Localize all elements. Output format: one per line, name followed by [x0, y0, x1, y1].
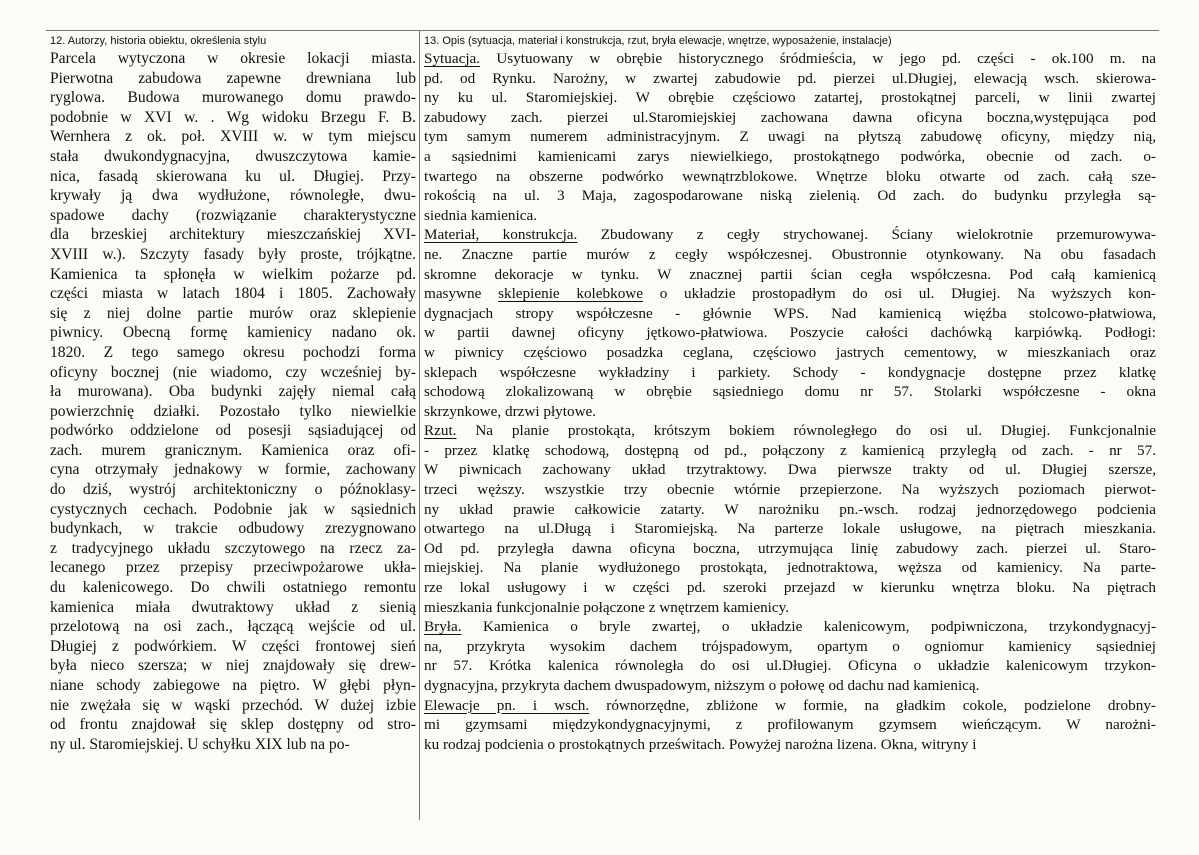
text-line: lecanego przez przepisy przeciwpożarowe ukła- — [50, 559, 416, 577]
text-line — [424, 441, 1156, 461]
text-line: spadowe dachy (rozwiązanie charakterystyczne — [50, 206, 416, 224]
text-line — [424, 69, 1156, 89]
text-line: Pierwotna zabudowa zapewne drewniana lub — [50, 69, 416, 87]
text-line — [424, 402, 1156, 422]
line-text: sklepach współczesne wykładziny i parkiety. Schody - kondygnacje dostępne przez klatkę — [424, 363, 1156, 381]
line-text: dygnacjach stropy współczesne - głównie WPS. Nad kamienicą więźba stolcowo-płatwiowa, — [424, 304, 1156, 322]
line-text: rokością na ul. 3 Maja, zagospodarowane niską zielenią. Od zach. do budynku przyległa są- — [424, 187, 1156, 205]
line-text: a sąsiednimi kamienicami zarys niewielkiego, prostokątnego podwórka, obecnie od zach. o- — [424, 147, 1156, 165]
line-text: schodową zlokalizowaną w obrębie sąsiedniego domu nr 57. Stolarki współczesne - okna — [424, 383, 1156, 401]
left-column-heading: 12. Autorzy, historia obiektu, określenia stylu — [50, 35, 267, 47]
line-text: Kamienica o bryle zwartej, o układzie kalenicowym, podpiwniczona, trzykondygnacyj- — [461, 618, 1156, 636]
text-line — [424, 167, 1156, 187]
text-line: du kalenicowego. Do chwili ostatniego remontu — [50, 579, 416, 597]
text-line — [424, 519, 1156, 539]
text-line — [424, 637, 1156, 657]
line-text: rze lokal usługowy i w części pd. szeroki przejazd w kierunku wnętrza bloku. Na piętrach — [424, 579, 1156, 597]
text-line: do dziś, wystrój architektoniczny o późnoklasy- — [50, 481, 416, 499]
text-line: piwnicy. Obecną formę kamienicy nadano ok. — [50, 324, 416, 342]
text-line — [424, 206, 1156, 226]
text-line — [424, 265, 1156, 285]
column-divider — [419, 30, 420, 820]
text-line: przelotową na osi zach., łączącą wejście od ul. — [50, 618, 416, 636]
text-line: krywały ją dwa wydłużone, równoległe, dwu- — [50, 187, 416, 205]
line-text: mi gzymsami międzykondygnacyjnymi, z profilowanym gzymsem wieńczącym. W narożni- — [424, 716, 1156, 734]
line-text: o układzie prostopadłym do osi ul. Długiej. Na wyższych kon- — [643, 285, 1156, 303]
text-line — [424, 245, 1156, 265]
text-line: podwórko oddzielone od posesji sąsiadującej od — [50, 422, 416, 440]
text-line — [424, 186, 1156, 206]
left-column-text — [50, 49, 416, 754]
section-heading: Materiał, konstrukcja. — [424, 226, 578, 244]
text-line: z tradycyjnego układu szczytowego na rzecz za- — [50, 539, 416, 557]
text-line: powierzchnię działki. Pozostało tylko niewielkie — [50, 402, 416, 420]
line-text: pd. od Rynku. Narożny, w zwartej zabudowie pd. pierzei ul.Długiej, elewacją wsch. skierowa- — [424, 69, 1156, 87]
line-text: w piwnicy częściowo posadzka ceglana, częściowo jastrych cementowy, w mieszkaniach oraz — [424, 343, 1156, 361]
line-text: - przez klatkę schodową, dostępną od pd., połączony z kamienicą przyległą od zach. - nr 57. — [424, 441, 1156, 459]
section-heading: Rzut. — [424, 422, 457, 440]
text-line — [424, 500, 1156, 520]
text-line: Parcela wytyczona w okresie lokacji miasta. — [50, 50, 416, 67]
text-line — [424, 598, 1156, 618]
line-text: nr 57. Krótka kalenica równoległa do osi ul.Długiej. Oficyna o układzie kalenicowym trzykon- — [424, 657, 1156, 675]
text-line: Wernhera z ok. poł. XVIII w. w tym miejscu — [50, 128, 416, 146]
text-line: 1820. Z tego samego okresu pochodzi forma — [50, 343, 416, 361]
text-line: nica, fasadą skierowana ku ul. Długiej. Przy- — [50, 167, 416, 185]
text-line — [424, 343, 1156, 363]
text-line — [424, 656, 1156, 676]
line-text: W piwnicach zachowany układ trzytraktowy. Dwa pierwsze trakty od ul. Długiej szersze, — [424, 461, 1156, 479]
right-column-text — [424, 49, 1156, 754]
text-line — [424, 715, 1156, 735]
text-line — [424, 284, 1156, 304]
text-line — [424, 147, 1156, 167]
text-line: ła murowana). Oba budynki zajęły niemal całą — [50, 383, 416, 401]
text-line — [424, 88, 1156, 108]
text-line — [424, 578, 1156, 598]
line-text: zabudowy zach. pierzei ul.Staromiejskiej zachowana dawna oficyna boczna,występująca pod — [424, 108, 1156, 126]
text-line: kamienica miała dwutraktowy układ z sienią — [50, 598, 416, 616]
text-line: oficyny bocznej (nie wiadomo, czy wcześniej by- — [50, 363, 416, 381]
text-line: dla brzeskiej architektury mieszczańskiej XVI- — [50, 226, 416, 244]
line-text: mieszkania funkcjonalnie połączone z wnętrzem kamienicy. — [424, 598, 790, 616]
left-column — [50, 34, 416, 754]
line-text: skromne dekoracje w tynku. W znacznej partii ścian cegła współczesna. Pod całą kamienicą — [424, 265, 1156, 283]
line-text: otwartego na ul.Długą i Staromiejską. Na parterze lokale usługowe, na piętrach mieszkania. — [424, 520, 1156, 538]
line-text: równorzędne, zbliżone w formie, na gładkim cokole, podzielone drobny- — [589, 696, 1156, 714]
text-line — [424, 460, 1156, 480]
text-line: była nieco szersza; w niej znajdowały się drew- — [50, 657, 416, 675]
text-line — [424, 421, 1156, 441]
text-line: XVIII w.). Szczyty fasady były proste, trójkątne. — [50, 245, 416, 263]
text-line: Długiej z podwórkiem. W części frontowej sień — [50, 637, 416, 655]
text-line: niane schody zabiegowe na piętro. W głębi płyn- — [50, 677, 416, 694]
line-text: dygnacyjna, przykryta dachem dwuspadowym, niższym o połowę od dachu nad kamienicą. — [424, 677, 980, 694]
text-line: cystycznych cechach. Podobnie jak w sąsiednich — [50, 500, 416, 518]
text-line — [424, 480, 1156, 500]
text-line: od frontu znajdował się sklep dostępny od stro- — [50, 716, 416, 734]
text-line — [424, 323, 1156, 343]
text-line: podobnie w XVI w. . Wg widoku Brzegu F. B. — [50, 108, 416, 126]
line-text: Na planie prostokąta, krótszym bokiem równoległego do osi ul. Długiej. Funkcjonalnie — [456, 422, 1156, 440]
text-line — [424, 363, 1156, 383]
line-text: Od pd. przyległa dawna oficyna boczna, utrzymująca linię zabudowy zach. pierzei ul. Staro- — [424, 539, 1156, 557]
line-text: siednia kamienica. — [424, 206, 538, 224]
line-text: ku rodzaj podcienia o prostokątnych prześwitach. Powyżej narożna lizena. Okna, witryny i — [424, 735, 977, 753]
form-top-rule — [46, 30, 1159, 31]
line-text: twartego na obszerne podwórko wewnątrzblokowe. Wnętrze bloku otwarte od zach. całą sze- — [424, 167, 1156, 185]
text-line — [424, 617, 1156, 637]
line-prefix: masywne — [424, 285, 499, 303]
text-line: nie zwężała się w wąski przechód. W dużej izbie — [50, 696, 416, 714]
line-text: ny układ prawie całkowicie zatarty. W narożniku pn.-wsch. rodzaj jednorzędowego podcienia — [424, 500, 1156, 518]
text-line: Kamienica ta spłonęła w wielkim pożarze pd. — [50, 265, 416, 283]
text-line — [424, 108, 1156, 128]
line-text: skrzynkowe, drzwi płytowe. — [424, 402, 597, 420]
line-text: miejskiej. Na planie wydłużonego prostokąta, jednotraktowa, węższa od kamienicy. Na parte- — [424, 559, 1156, 577]
section-heading: sklepienie kolebkowe — [498, 285, 644, 303]
text-line — [424, 127, 1156, 147]
section-heading: Elewacje pn. i wsch. — [424, 696, 590, 714]
line-text: w partii dawnej oficyny jętkowo-płatwiowa. Poszycie całości dachówką karpiówką. Podłogi: — [424, 324, 1156, 342]
text-line — [424, 676, 1156, 696]
text-line — [424, 558, 1156, 578]
text-line: ryglowa. Budowa murowanego domu prawdo- — [50, 89, 416, 107]
section-heading: Bryła. — [424, 618, 462, 636]
text-line: ny ul. Staromiejskiej. U schyłku XIX lub na po- — [50, 735, 350, 753]
line-text: na, przykryta wysokim dachem trójspadowym, opartym o ogniomur kamienicy sąsiedniej — [424, 637, 1156, 655]
text-line — [424, 49, 1156, 69]
text-line — [424, 304, 1156, 324]
section-heading: Sytuacja. — [424, 50, 481, 67]
text-line: zach. murem granicznym. Kamienica oraz ofi- — [50, 441, 416, 459]
line-text: ne. Znaczne partie murów z cegły współczesnej. Obustronnie otynkowany. Na obu fasadach — [424, 245, 1156, 263]
line-text: trzeci węższy. wszystkie trzy obecnie wtórnie przepierzone. Na wyższych poziomach pierwot- — [424, 481, 1156, 499]
text-line: stała dwukondygnacyjna, dwuszczytowa kamie- — [50, 147, 416, 165]
text-line — [424, 735, 1156, 755]
text-line — [424, 696, 1156, 716]
text-line: części miasta w latach 1804 i 1805. Zachowały — [50, 285, 416, 303]
line-text: Zbudowany z cegły strychowanej. Ściany wielokrotnie przemurowywa- — [577, 226, 1156, 244]
text-line — [424, 225, 1156, 245]
line-text: Usytuowany w obrębie historycznego śródmieścia, w jego pd. części - ok.100 m. na — [480, 50, 1156, 67]
right-column-heading: 13. Opis (sytuacja, materiał i konstrukcja, rzut, bryła elewacje, wnętrze, wyposażenie, instalacje) — [424, 35, 892, 47]
text-line: budynkach, w trakcie odbudowy zrezygnowano — [50, 520, 416, 538]
text-line — [424, 539, 1156, 559]
line-text: tym samym numerem administracyjnym. Z uwagi na płytszą zabudowę oficyny, między nią, — [424, 128, 1156, 146]
text-line: się z niej dolne partie murów oraz sklepienie — [50, 304, 416, 322]
text-line — [424, 382, 1156, 402]
line-text: ny ku ul. Staromiejskiej. W obrębie częściowo zatartej, prostokątnej parceli, w linii zwartej — [424, 89, 1156, 107]
text-line: cyna otrzymały jednakowy w formie, zachowany — [50, 461, 416, 479]
right-column — [424, 34, 1156, 754]
